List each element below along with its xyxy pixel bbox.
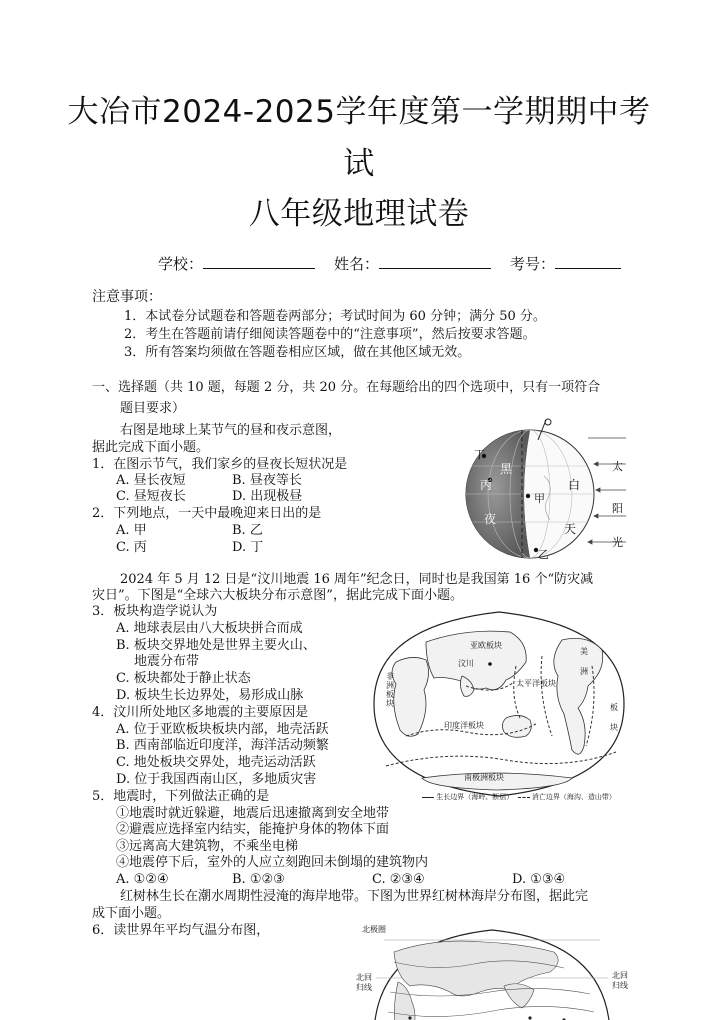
q5-option-d: D. ①③④ [512,872,566,887]
globe-label-yi: 乙 [538,548,549,561]
group2-intro-line2: 灾日”。下图是“全球六大板块分布示意图”，据此完成下面小题。 [92,588,463,603]
map-label-wenchuan: 汶川 [458,659,474,668]
map-legend [422,792,616,802]
notice-item-2: 2．考生在答题前请仔细阅读答题卷中的“注意事项”，然后按要求答题。 [124,327,536,342]
plate-label-kuai: 块 [610,723,618,732]
q3-option-b-line2: 地震分布带 [134,654,200,669]
exam-subtitle: 八年级地理试卷 [248,196,470,232]
question-2: 2．下列地点，一天中最晚迎来日出的是 [92,506,322,521]
q1-option-b: B. 昼夜等长 [232,473,302,488]
question-3: 3．板块构造学说认为 [92,604,218,619]
plate-label-africa: 非洲板块 [386,672,394,708]
q4-option-b: B. 西南部临近印度洋，海洋活动频繁 [116,738,329,753]
notice-item-3: 3．所有答案均须做在答题卷相应区域，做在其他区域无效。 [124,345,471,360]
sunlight-label-tai: 太 [612,460,623,473]
q4-option-a: A. 位于亚欧板块板块内部，地壳活跃 [116,722,329,737]
q5-statement-4: ④地震停下后，室外的人应立刻跑回未倒塌的建筑物内 [116,855,429,870]
group1-intro-line2: 据此完成下面小题。 [92,440,210,455]
q1-option-a: A. 昼长夜短 [116,473,186,488]
plate-label-eurasia: 亚欧板块 [470,641,502,650]
name-label: 姓名： [334,255,380,273]
question-6: 6．读世界年平均气温分布图， [92,923,270,938]
q5-statement-1: ①地震时就近躲避，地震后迅速撤离到安全地带 [116,806,390,821]
plate-label-indian: 印度洋板块 [444,721,484,730]
sunlight-label-yang: 阳 [612,502,623,515]
globe-label-hei: 黑 [500,462,513,476]
legend-grow-label: 生长边界（海岭、断层） [436,793,514,801]
section1-heading-line2: 题目要求） [120,401,186,416]
q3-option-b-line1: B. 板块交界地处是世界主要火山、 [116,638,316,653]
name-blank [379,254,491,269]
legend-vanish-label: 消亡边界（海沟、造山带） [531,793,616,801]
day-night-globe-figure [460,416,628,570]
q5-statement-3: ③远离高大建筑物，不乘坐电梯 [116,839,299,854]
notice-heading: 注意事项： [92,289,162,305]
map-label-tropic-right-1: 北回 [612,971,628,980]
q3-option-a: A. 地球表层由八大板块拼合而成 [116,621,303,636]
exam-no-field [510,253,621,274]
globe-label-ding: 丁 [474,448,485,461]
q4-option-d: D. 位于我国西南山区，多地质灾害 [116,772,317,787]
group2-intro-line1: 2024 年 5 月 12 日是“汶川地震 16 周年”纪念日，同时也是我国第 16 个“防灾减 [120,572,594,587]
section1-heading-line1: 一、选择题（共 10 题，每题 2 分，共 20 分。在每题给出的四个选项中，只有一项符合 [92,380,601,395]
globe-label-tian: 天 [564,522,577,536]
exam-no-blank [555,254,621,269]
name-field [334,253,491,274]
plate-label-ban: 板 [610,703,618,712]
map-label-tropic-left-2: 归线 [356,983,372,992]
q1-option-d: D. 出现极昼 [232,489,303,504]
globe-label-jia: 甲 [534,492,545,505]
q5-statement-2: ②避震应选择室内结实，能掩护身体的物体下面 [116,822,390,837]
exam-title-line1: 大冶市2024-2025学年度第一学期期中考 [67,94,651,130]
map-label-arctic-circle: 北极圈 [362,925,386,934]
q2-option-c: C. 丙 [116,540,147,555]
q5-option-b: B. ①②③ [232,872,285,887]
q5-option-a: A. ①②④ [116,872,169,887]
q1-option-c: C. 昼短夜长 [116,489,186,504]
temperature-map-figure [354,922,630,1020]
q2-option-d: D. 丁 [232,540,264,555]
exam-title-line2: 试 [343,146,375,182]
exam-no-label: 考号： [510,255,556,273]
plate-label-america-2: 洲 [580,667,588,676]
temperature-map-svg [354,922,630,1020]
school-blank [203,254,315,269]
q2-option-a: A. 甲 [116,523,147,538]
group1-intro-line1: 右图是地球上某节气的昼和夜示意图， [120,423,342,438]
plate-label-america-1: 美 [580,647,588,656]
map-label-tropic-left-1: 北回 [356,973,372,982]
q5-option-c: C. ②③④ [372,872,425,887]
question-5: 5．地震时，下列做法正确的是 [92,789,270,804]
map-label-tropic-right-2: 归线 [612,981,628,990]
q3-option-d: D. 板块生长边界处，易形成山脉 [116,688,304,703]
q4-option-c: C. 地处板块交界处，地壳运动活跃 [116,755,316,770]
globe-label-ye: 夜 [484,512,497,526]
question-1: 1．在图示节气，我们家乡的昼夜长短状况是 [92,457,348,472]
globe-label-bing: 丙 [480,478,493,492]
notice-item-1: 1．本试卷分试题卷和答题卷两部分；考试时间为 60 分钟；满分 50 分。 [124,309,546,324]
group3-intro-line1: 红树林生长在潮水周期性浸淹的海岸地带。下图为世界红树林海岸分布图，据此完 [120,889,589,904]
q3-option-c: C. 板块都处于静止状态 [116,671,251,686]
group3-intro-line2: 成下面小题。 [92,906,171,921]
plate-map-figure [366,606,632,806]
legend-grow-line [422,797,434,798]
globe-label-bai: 白 [568,478,581,492]
plate-label-antarctic: 南极洲板块 [464,773,504,782]
q2-option-b: B. 乙 [232,523,263,538]
school-field [158,253,315,274]
school-label: 学校： [158,255,204,273]
question-4: 4．汶川所处地区多地震的主要原因是 [92,705,309,720]
plate-label-pacific: 太平洋板块 [516,679,556,688]
legend-vanish-line [518,797,530,798]
sunlight-label-guang: 光 [612,536,623,549]
